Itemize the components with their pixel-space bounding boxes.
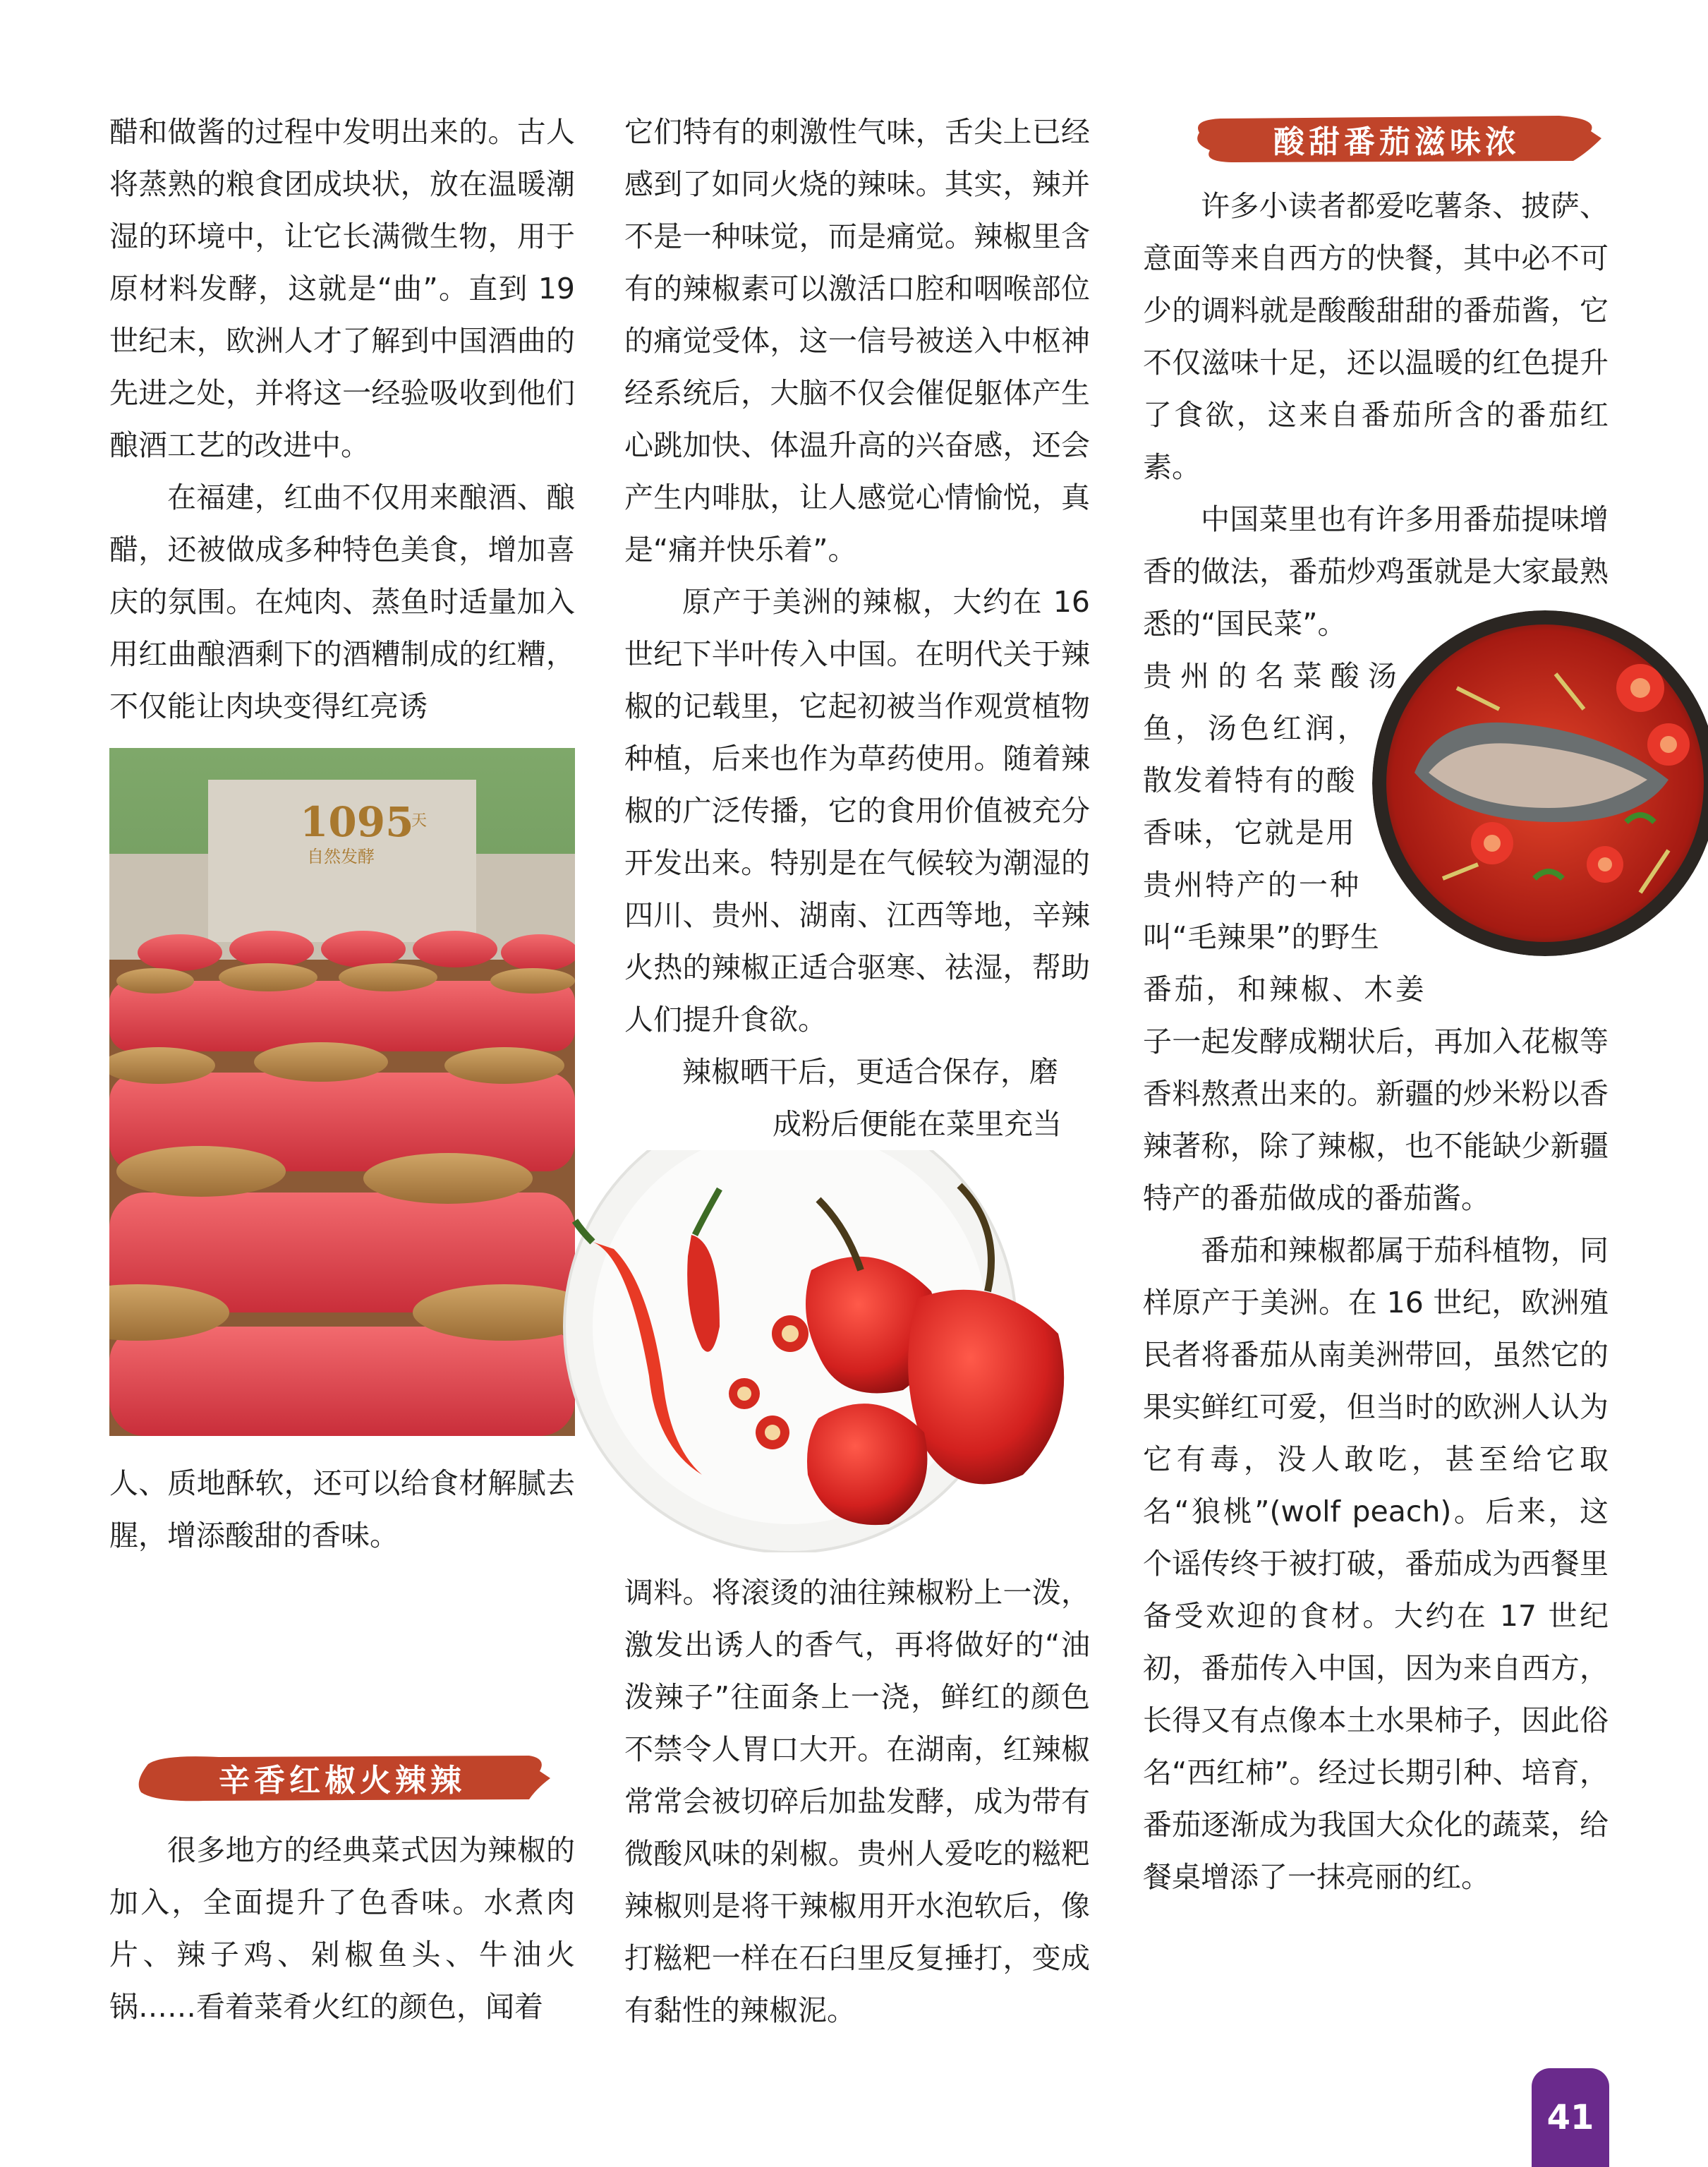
col1-paragraph-1: 醋和做酱的过程中发明出来的。古人将蒸熟的粮食团成块状，放在温暖潮湿的环境中，让它长满微生物，用于原材料发酵，这就是“曲”。直到 19 世纪末，欧洲人才了解到中国酒曲的先进之处，并将这一经验吸收到他们酿酒工艺的改进中。 bbox=[109, 115, 575, 462]
page-number: 41 bbox=[1546, 2098, 1594, 2137]
chili-plate-image bbox=[508, 1150, 1101, 1552]
col1-paragraph-2: 在福建，红曲不仅用来酿酒、酿醋，还被做成多种特色美食，增加喜庆的氛围。在炖肉、蒸鱼时适量加入用红曲酿酒剩下的酒糟制成的红糟，不仅能让肉块变得红亮诱 bbox=[109, 481, 575, 723]
page-number-tab bbox=[1532, 2068, 1609, 2167]
col2-paragraph-1: 它们特有的刺激性气味，舌尖上已经感到了如同火烧的辣味。其实，辣并不是一种味觉，而是痛觉。辣椒里含有的辣椒素可以激活口腔和咽喉部位的痛觉受体，这一信号被送入中枢神经系统后，大脑不仅会催促躯体产生心跳加快、体温升高的兴奋感，还会产生内啡肽，让人感觉心情愉悦，真是“痛并快乐着”。 bbox=[624, 115, 1090, 567]
col2-paragraph-3b: 成粉后便能在菜里充当 bbox=[773, 1107, 1062, 1141]
heading-chili: 辛香红椒火辣辣 bbox=[219, 1763, 466, 1799]
column-1 bbox=[109, 106, 575, 732]
column-3 bbox=[1143, 180, 1609, 1903]
col2-paragraph-2: 原产于美洲的辣椒，大约在 16 世纪下半叶传入中国。在明代关于辣椒的记载里，它起初被当作观赏植物种植，后来也作为草药使用。随着辣椒的广泛传播，它的食用价值被充分开发出来。特别是在气候较为潮湿的四川、贵州、湖南、江西等地，辛辣火热的辣椒正适合驱寒、祛湿，帮助人们提升食欲。 bbox=[624, 585, 1090, 1037]
column-2 bbox=[624, 106, 1090, 1150]
jars-photo-sign-number: 1095 bbox=[300, 798, 414, 846]
jars-photo-sign-unit: 天 bbox=[411, 812, 428, 830]
col1-paragraph-3: 很多地方的经典菜式因为辣椒的加入，全面提升了色香味。水煮肉片、辣子鸡、剁椒鱼头、牛油火锅……看着菜肴火红的颜色，闻着 bbox=[109, 1833, 575, 2024]
col2-paragraph-3c: 调料。将滚烫的油往辣椒粉上一泼，激发出诱人的香气，再将做好的“油泼辣子”往面条上一浇，鲜红的颜色不禁令人胃口大开。在湖南，红辣椒常常会被切碎后加盐发酵，成为带有微酸风味的剁椒。贵州人爱吃的糍粑辣椒则是将干辣椒用开水泡软后，像打糍粑一样在石臼里反复捶打，变成有黏性的辣椒泥。 bbox=[624, 1576, 1090, 2027]
col1-paragraph-2-continued: 人、质地酥软，还可以给食材解腻去腥，增添酸甜的香味。 bbox=[109, 1466, 575, 1552]
col3-paragraph-2: 中国菜里也有许多用番茄提味增香的做法，番茄炒鸡蛋就是大家最熟悉的“国民菜”。 bbox=[1143, 502, 1609, 641]
col3-paragraph-1: 许多小读者都爱吃薯条、披萨、意面等来自西方的快餐，其中必不可少的调料就是酸酸甜甜的番茄酱，它不仅滋味十足，还以温暖的红色提升了食欲，这来自番茄所含的番茄红素。 bbox=[1143, 189, 1609, 484]
heading-tomato: 酸甜番茄滋味浓 bbox=[1273, 124, 1520, 160]
col2-paragraph-3a: 辣椒晒干后，更适合保存，磨 bbox=[682, 1055, 1058, 1089]
jars-photo-sign-sub: 自然发酵 bbox=[307, 847, 375, 867]
col3-paragraph-3: 番茄和辣椒都属于茄科植物，同样原产于美洲。在 16 世纪，欧洲殖民者将番茄从南美洲带回，虽然它的果实鲜红可爱，但当时的欧洲人认为它有毒，没人敢吃，甚至给它取名“狼桃”(wolf peach)。后来，这个谣传终于被打破，番茄成为西餐里备受欢迎的食材。大约在 17 世纪初，番茄传入中国，因为来自西方，长得又有点像本土水果柿子，因此俗名“西红柿”。经过长期引种、培育，番茄逐渐成为我国大众化的蔬菜，给餐桌增添了一抹亮丽的红。 bbox=[1143, 1233, 1609, 1894]
jars-photo bbox=[109, 748, 575, 1436]
col3-paragraph-2-continued: 贵州的名菜酸汤鱼，汤色红润，散发着特有的酸香味，它就是用贵州特产的一种叫“毛辣果”的野生番茄，和辣椒、木姜子一起发酵成糊状后，再加入花椒等香料熬煮出来的。新疆的炒米粉以香辣著称，除了辣椒，也不能缺少新疆特产的番茄做成的番茄酱。 bbox=[1143, 659, 1609, 1215]
heading-chili-banner bbox=[134, 1750, 550, 1805]
sour-soup-fish-photo bbox=[1372, 610, 1708, 956]
chili-plate-photo bbox=[508, 1150, 1101, 1552]
column-2-continued bbox=[624, 1567, 1090, 2036]
column-1-section-2 bbox=[109, 1824, 575, 2033]
heading-tomato-banner bbox=[1192, 111, 1601, 167]
sour-soup-fish-image bbox=[1372, 610, 1708, 956]
column-1-continued bbox=[109, 1457, 575, 1562]
jars-photo-image bbox=[109, 748, 575, 1436]
